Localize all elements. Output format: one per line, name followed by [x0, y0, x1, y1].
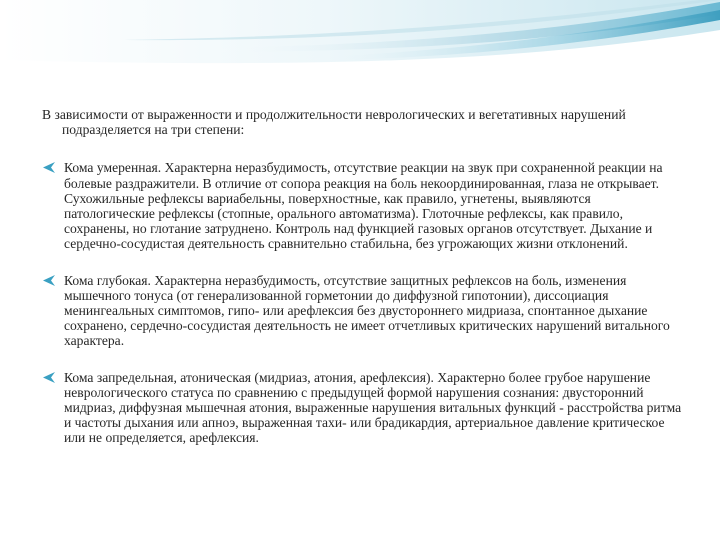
bullet-mark-icon — [43, 275, 55, 286]
bullet-item-terminal-coma — [42, 370, 682, 446]
bullet-text: Кома глубокая. Характерна неразбудимость, отсутствие защитных рефлексов на боль, изменения мышечного тонуса (от генерализованной горметонии до диффузной гипотонии), диссоциация менингеальных симптомов, гипо- или арефлексия без двустороннего мидриаза, спонтанное дыхание сохранено, сердечно-сосудистая деятельность не имеет отчетливых критических нарушений витального характера. — [64, 272, 670, 349]
top-decorative-banner — [0, 0, 720, 90]
slide-content — [42, 107, 682, 467]
bullet-mark-icon — [43, 162, 55, 173]
bullet-item-deep-coma — [42, 273, 682, 349]
bullet-mark-icon — [43, 372, 55, 383]
bullet-item-moderate-coma — [42, 160, 682, 251]
intro-paragraph: В зависимости от выраженности и продолжительности неврологических и вегетативных нарушений подразделяется на три степени: — [42, 107, 626, 138]
bullet-text: Кома умеренная. Характерна неразбудимость, отсутствие реакции на звук при сохраненной реакции на болевые раздражители. В отличие от сопора реакция на боль некоординированная, глаза не открывает. Сухожильные рефлексы вариабельны, поверхностные, как правило, угнетены, выявляются патологические рефлексы (стопные, орального автоматизма). Глоточные рефлексы, как правило, сохранены, но глотание затруднено. Контроль над функцией газовых органов отсутствует. Дыхание и сердечно-сосудистая деятельность сравнительно стабильна, без угрожающих жизни отклонений. — [64, 160, 663, 252]
bullet-text: Кома запредельная, атоническая (мидриаз, атония, арефлексия). Характерно более грубое нарушение неврологического статуса по сравнению с предыдущей формой нарушения сознания: двусторонний мидриаз, диффузная мышечная атония, выраженные нарушения витальных функций - расстройства ритма и частоты дыхания или апноэ, выраженная тахи- или брадикардия, артериальное давление критическое или не определяется, арефлексия. — [64, 369, 682, 446]
